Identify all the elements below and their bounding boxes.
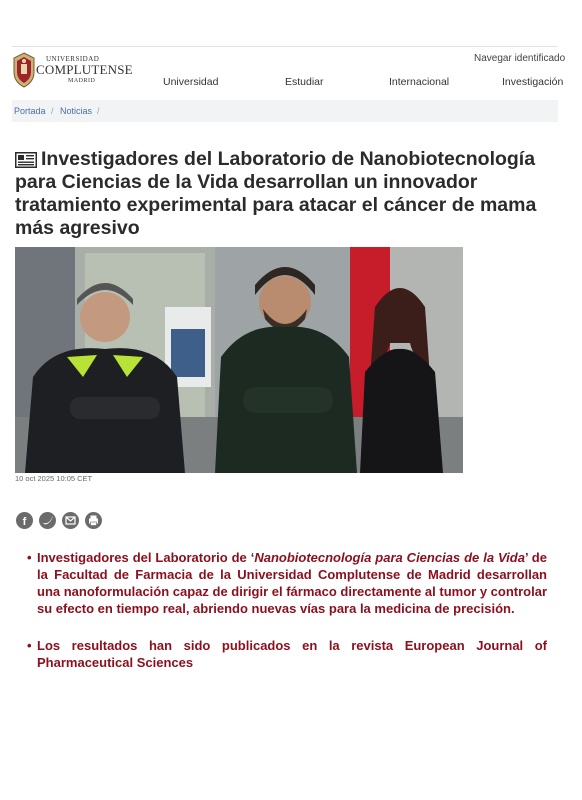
logo-line-1: UNIVERSIDAD xyxy=(46,55,100,63)
breadcrumb-separator: / xyxy=(97,106,100,116)
breadcrumb-separator: / xyxy=(51,106,54,116)
article-photo xyxy=(15,247,463,473)
svg-text:f: f xyxy=(22,516,27,528)
nav-universidad[interactable]: Universidad xyxy=(163,76,219,88)
nav-internacional[interactable]: Internacional xyxy=(389,76,450,88)
logo-line-3: MADRID xyxy=(68,78,96,84)
highlight-text: Los resultados han sido publicados en la revista European Journal of Pharmaceutical Sciences xyxy=(37,638,547,670)
article-title: Investigadores del Laboratorio de Nanobiotecnología para Ciencias de la Vida desarrollan un innovador tratamiento experimental para atacar el cáncer de mama más agresivo xyxy=(15,148,537,239)
twitter-icon[interactable] xyxy=(39,512,56,529)
highlight-italic: Nanobiotecnología para Ciencias de la Vida xyxy=(254,550,525,565)
main-nav xyxy=(0,76,582,90)
highlight-item xyxy=(27,549,547,617)
facebook-icon[interactable] xyxy=(16,512,33,529)
email-icon[interactable] xyxy=(62,512,79,529)
breadcrumb-portada[interactable]: Portada xyxy=(14,106,46,116)
article-date: 10 oct 2025 10:05 CET xyxy=(15,474,93,481)
print-icon[interactable] xyxy=(85,512,102,529)
login-link[interactable]: Navegar identificado xyxy=(474,53,566,64)
nav-investigacion[interactable]: Investigación xyxy=(502,76,564,88)
nav-estudiar[interactable]: Estudiar xyxy=(285,76,324,88)
breadcrumb xyxy=(12,100,558,122)
highlight-text: ’ de la Facultad de Farmacia de la Universidad Complutense de Madrid desarrollan una nanoformulación capaz de dirigir el fármaco directamente al tumor y controlar su efecto en tiempo real, abriendo nuevas vías para la medicina de precisión. xyxy=(37,550,548,616)
article-highlights xyxy=(27,549,547,691)
highlight-text: Investigadores del Laboratorio de ‘ xyxy=(37,550,255,565)
logo-line-2: COMPLUTENSE xyxy=(36,62,133,77)
header-divider xyxy=(12,46,558,47)
highlight-item xyxy=(27,637,547,671)
breadcrumb-noticias[interactable]: Noticias xyxy=(60,106,93,116)
